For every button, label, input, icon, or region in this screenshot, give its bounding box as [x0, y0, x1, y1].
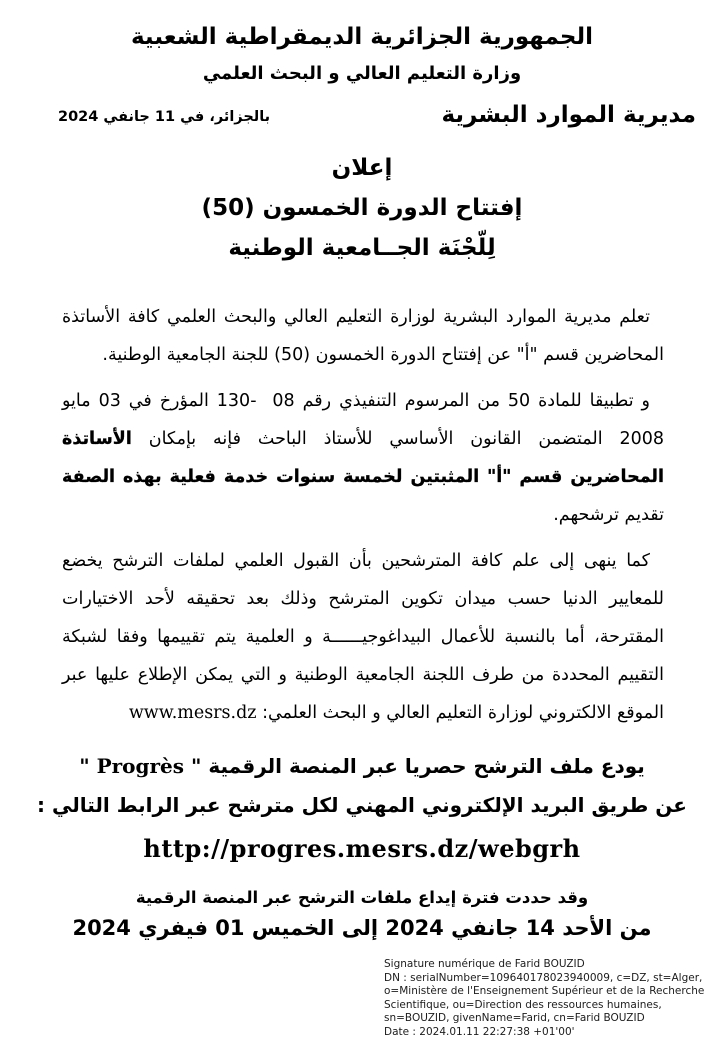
- body-text: [62, 298, 664, 732]
- submission-block: [0, 754, 724, 940]
- deposit-text: يودع ملف الترشح حصريا عبر المنصة الرقمية: [201, 754, 644, 778]
- signature-line: DN : serialNumber=109640178023940009, c=DZ, st=Alger,: [384, 972, 724, 986]
- decree-text-after: تقديم ترشحهم.: [553, 505, 664, 525]
- paragraph-decree: [62, 382, 664, 534]
- session-opening-title: إفتتاح الدورة الخمسون (50): [0, 188, 724, 228]
- signature-line: Signature numérique de Farid BOUZID: [384, 958, 724, 972]
- republic-header: الجمهورية الجزائرية الديمقراطية الشعبية: [0, 0, 724, 50]
- mesrs-website-url: www.mesrs.dz: [129, 703, 257, 723]
- digital-signature-block: [384, 958, 724, 1039]
- deposit-line: [0, 754, 724, 778]
- paragraph-intro: [62, 298, 664, 374]
- decree-text-before: و تطبيقا للمادة 50 من المرسوم التنفيذي رقم 08 -130 المؤرخ في 03 مايو 2008 المتضمن القانون الأساسي للأستاذ الباحث فإنه بإمكان: [62, 391, 664, 449]
- decree-emphasis: الأساتذة المحاضرين قسم "أ" المثبتين لخمسة سنوات خدمة فعلية بهذه الصفة: [62, 429, 664, 487]
- place-date: بالجزائر، في 11 جانفي 2024: [58, 109, 270, 128]
- announcement-title-block: [0, 148, 724, 268]
- directorate-title: مديرية الموارد البشرية: [441, 102, 696, 128]
- signature-line: Scientifique, ou=Direction des ressources humaines,: [384, 999, 724, 1013]
- email-line: عن طريق البريد الإلكتروني المهني لكل مترشح عبر الرابط التالي :: [0, 793, 724, 817]
- paragraph-intro-text: تعلم مديرية الموارد البشرية لوزارة التعليم العالي والبحث العلمي كافة الأساتذة المحاضرين قسم "أ" عن إفتتاح الدورة الخمسون (50) للجنة الجامعية الوطنية.: [62, 307, 664, 365]
- paragraph-criteria: [62, 542, 664, 732]
- announcement-word: إعلان: [0, 148, 724, 188]
- signature-line: Date : 2024.01.11 22:27:38 +01'00': [384, 1026, 724, 1039]
- header-meta-row: [58, 102, 696, 128]
- period-intro: وقد حددت فترة إيداع ملفات الترشح عبر المنصة الرقمية: [0, 888, 724, 907]
- progres-platform-name: " Progrès ": [79, 754, 201, 778]
- signature-line: sn=BOUZID, givenName=Farid, cn=Farid BOUZID: [384, 1012, 724, 1026]
- period-dates: من الأحد 14 جانفي 2024 إلى الخميس 01 فيفري 2024: [0, 916, 724, 940]
- committee-title: لِلّجْنَة الجــامعية الوطنية: [0, 228, 724, 268]
- ministry-header: وزارة التعليم العالي و البحث العلمي: [0, 63, 724, 84]
- criteria-text: كما ينهى إلى علم كافة المترشحين بأن القبول العلمي لملفات الترشح يخضع للمعايير الدنيا حسب ميدان تكوين المترشح وذلك بعد تحقيقه لأحد الاختيارات المقترحة، أما بالنسبة للأعمال البيداغوجيــــــة و العلمية يتم تقييمها وفقا لشبكة التقييم المحددة من طرف اللجنة الجامعية الوطنية و التي يمكن الإطلاع عليها عبر الموقع الالكتروني لوزارة التعليم العالي و البحث العلمي:: [62, 551, 664, 723]
- progres-url: http://progres.mesrs.dz/webgrh: [0, 834, 724, 863]
- signature-line: o=Ministère de l'Enseignement Supérieur et de la Recherche: [384, 985, 724, 999]
